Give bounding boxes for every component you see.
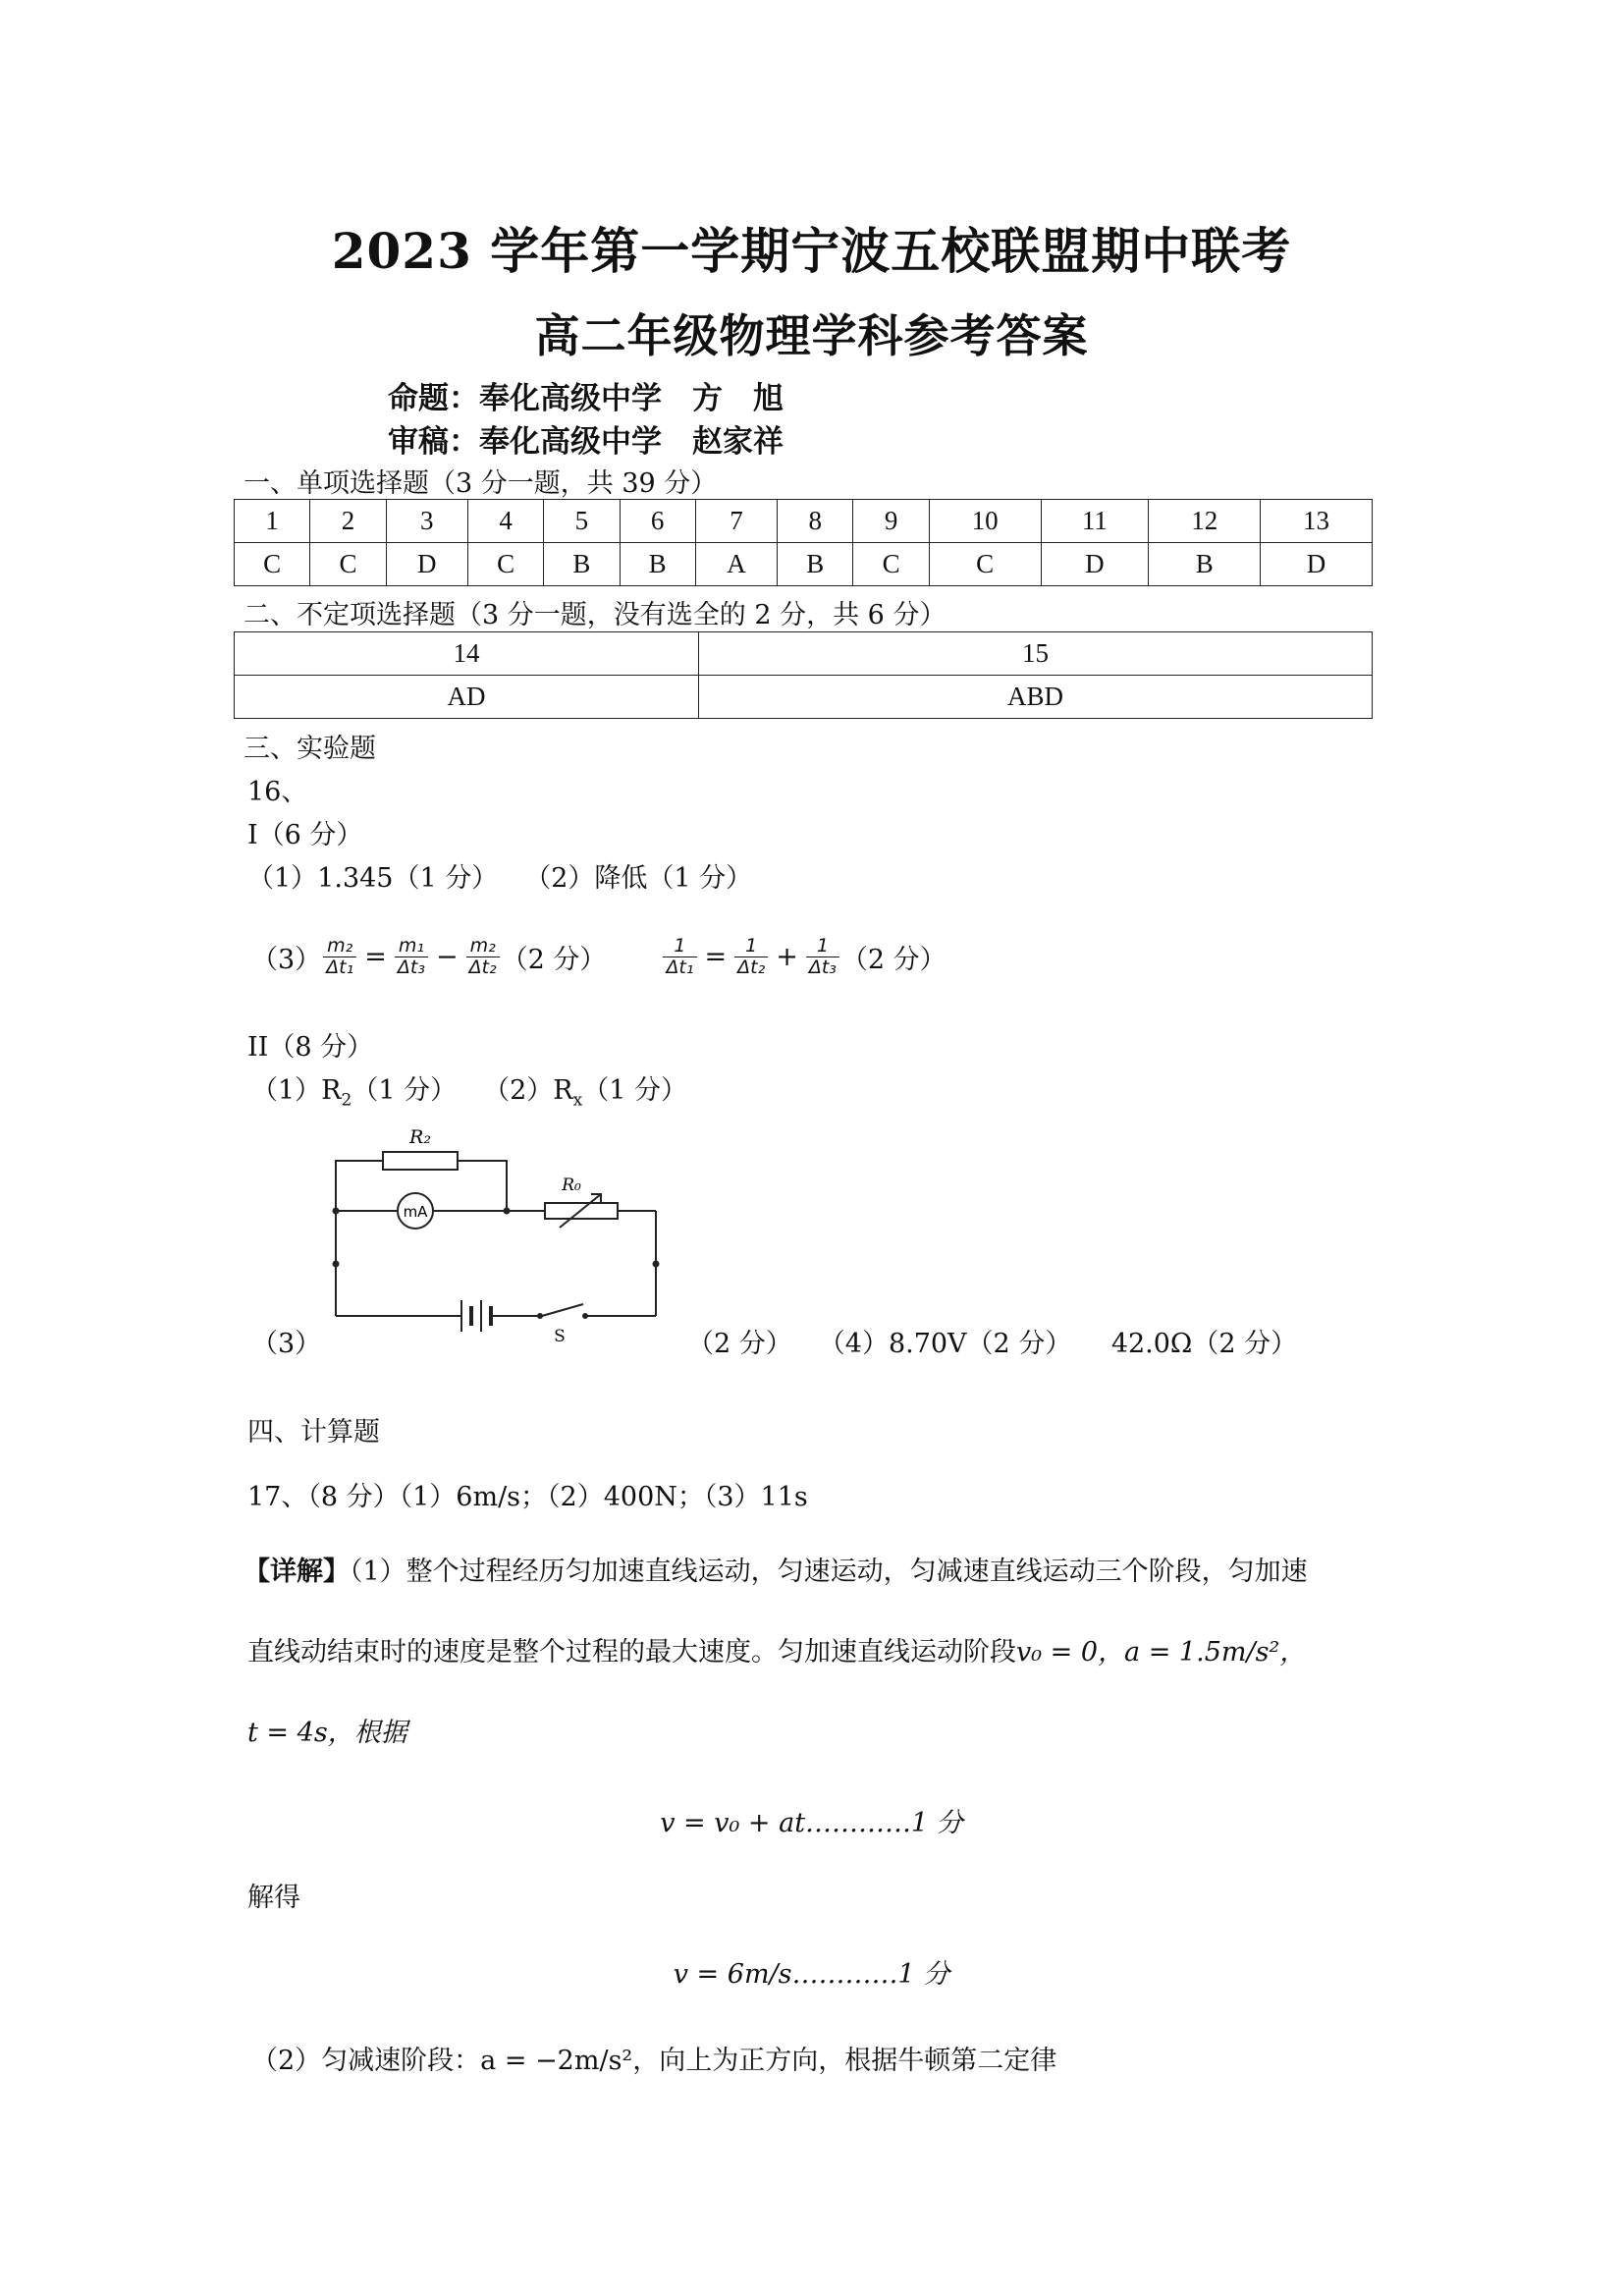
question-number-cell: 1 [235,500,310,543]
answer-cell: C [467,543,543,586]
answer-cell: D [386,543,467,586]
part-1-formula-line: （3） $\frac{\text{m₂}}{\text{Δt₁}}$ = $\frac{\text{m₁}}{\text{Δt₃}}$ − $\frac{\text{m₂}}{\text{Δt₂}}$ （2 分） $\frac{1}{\text{Δt₁}}$ = $\frac{1}{\text{Δt₂}}$ + $\frac{1}{\text{Δt₃}}$ （2 分） [251,934,947,978]
equation-1: v = v₀ + at…………1 分 [660,1808,963,1838]
part-2-detail-line: （2）匀减速阶段：a = −2m/s²，向上为正方向，根据牛顿第二定律 [251,2046,1057,2076]
question-number-cell: 3 [386,500,467,543]
detail-label: 【详解】 [243,1557,350,1587]
part-1-label: I（6 分） [247,820,363,850]
circuit-diagram [324,1120,677,1345]
formula-score-a: （2 分） [501,944,607,975]
section2-heading: 二、不定项选择题（3 分一题，没有选全的 2 分，共 6 分） [243,600,947,630]
part-2-label: II（8 分） [247,1032,374,1063]
answer-cell: AD [235,676,699,719]
question-number-cell: 13 [1261,500,1373,543]
formula-score-b: （2 分） [840,944,947,975]
part-2-item3-prefix: （3） [251,1329,322,1359]
author-credit: 命题：奉化高级中学 方 旭 [388,381,784,416]
question-16-label: 16、 [247,777,308,807]
equation-2: v = 6m/s…………1 分 [673,1959,950,1990]
answer-cell: B [778,543,853,586]
fraction-m1-dt3: $\frac{\text{m₁}}{\text{Δt₃}}$ [395,936,428,978]
page-subtitle: 高二年级物理学科参考答案 [534,309,1089,362]
question-number-cell: 6 [620,500,695,543]
answer-cell: C [853,543,929,586]
answer-cell: C [929,543,1041,586]
fraction-m2-dt2: $\frac{\text{m₂}}{\text{Δt₂}}$ [466,936,500,978]
solve-label: 解得 [247,1883,300,1913]
question-number-cell: 5 [544,500,620,543]
answer-cell: B [1149,543,1261,586]
fraction-1-dt1: $\frac{1}{\text{Δt₁}}$ [663,936,696,978]
detail-line-2: 直线动结束时的速度是整个过程的最大速度。匀加速直线运动阶段v₀ = 0，a = 1.5m/s²， [247,1637,1307,1667]
part-2-answers-line: $(1)R_2(1$ 分） $(2)R_x(1$ 分） [251,1075,687,1111]
answer-cell: D [1261,543,1373,586]
question-number-cell: 14 [235,632,699,676]
answer-cell: B [620,543,695,586]
question-number-cell: 15 [698,632,1372,676]
resistor-r2 [383,1152,458,1170]
detail-line-3: t = 4s，根据 [247,1718,407,1748]
ma-label: mA [403,1203,428,1221]
switch-s [542,1304,583,1316]
answer-cell: B [544,543,620,586]
section1-heading: 一、单项选择题（3 分一题，共 39 分） [243,468,718,499]
question-17-answer: 17、（8 分）（1）6m/s；（2）400N；（3）11s [247,1482,808,1512]
question-number-cell: 8 [778,500,853,543]
r0-label: R₀ [562,1175,581,1195]
question-number-cell: 7 [695,500,777,543]
part-2-remaining-answers: （2 分） （4）8.70V（2 分） 42.0Ω（2 分） [687,1329,1298,1359]
answer-cell: C [235,543,310,586]
question-number-cell: 10 [929,500,1041,543]
answer-cell: C [310,543,386,586]
fraction-1-dt3: $\frac{1}{\text{Δt₃}}$ [806,936,839,978]
formula-prefix: （3） [251,944,322,975]
multi-choice-table [234,631,1373,719]
fraction-m2-dt1: $\frac{\text{m₂}}{\text{Δt₁}}$ [323,936,356,978]
section3-heading: 三、实验题 [243,734,376,764]
part-1-answers-line: （1）1.345（1 分） （2）降低（1 分） [247,863,753,894]
answer-cell: D [1041,543,1149,586]
fraction-1-dt2: $\frac{1}{\text{Δt₂}}$ [734,936,768,978]
question-number-cell: 2 [310,500,386,543]
single-choice-table [234,499,1373,586]
section4-heading: 四、计算题 [247,1417,380,1448]
question-number-cell: 9 [853,500,929,543]
answer-cell: A [695,543,777,586]
question-number-cell: 11 [1041,500,1149,543]
question-number-cell: 12 [1149,500,1261,543]
r2-label: R₂ [409,1126,431,1148]
page-title: 2023 学年第一学期宁波五校联盟期中联考 [331,222,1292,280]
answer-cell: ABD [698,676,1372,719]
detail-line-1: 【详解】（1）整个过程经历匀加速直线运动，匀速运动，匀减速直线运动三个阶段，匀加速 [243,1557,1308,1587]
question-number-cell: 4 [467,500,543,543]
reviewer-credit: 审稿：奉化高级中学 赵家祥 [388,424,784,460]
switch-label: S [554,1327,566,1345]
